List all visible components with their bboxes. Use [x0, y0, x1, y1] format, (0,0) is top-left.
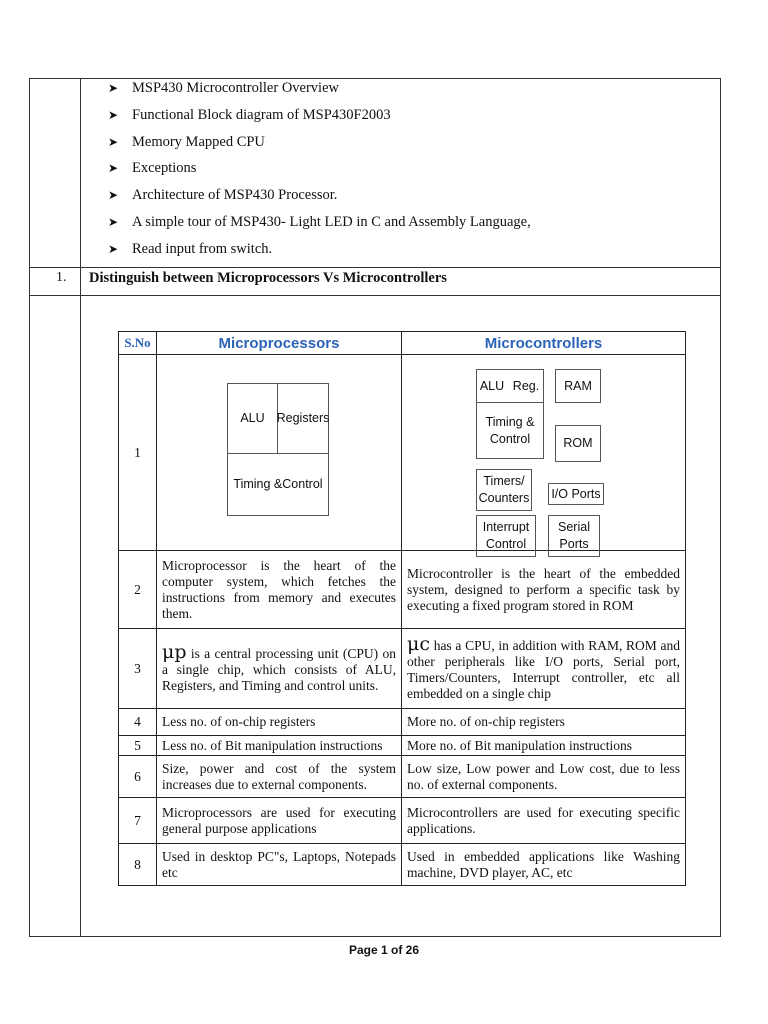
- mc-text: Microcontroller is the heart of the embedded system, designed to perform a specific task by executing a fixed program stored in ROM: [402, 551, 686, 629]
- mc-text: Low size, Low power and Low cost, due to less no. of external components.: [402, 756, 686, 798]
- table-row: [119, 736, 686, 756]
- header-microprocessors: Microprocessors: [157, 332, 402, 355]
- table-row: [119, 798, 686, 844]
- arrow-bullet-icon: ➤: [108, 241, 119, 256]
- mc-serial-ports-block: Serial Ports: [548, 515, 600, 557]
- table-row: [119, 355, 686, 551]
- mc-block-diagram-cell: [402, 355, 686, 551]
- page-footer: Page 1 of 26: [348, 943, 420, 957]
- mc-text: More no. of on-chip registers: [402, 709, 686, 736]
- table-row: [119, 709, 686, 736]
- mp-alu-block: ALU: [227, 383, 278, 454]
- mc-timers-counters-block: Timers/ Counters: [476, 469, 532, 511]
- topic-list: [108, 80, 531, 268]
- list-item: ➤ Exceptions: [108, 160, 531, 187]
- row-divider: [29, 295, 721, 296]
- row-number: 5: [119, 736, 157, 756]
- list-item: ➤ Architecture of MSP430 Processor.: [108, 187, 531, 214]
- mp-registers-block: Registers: [277, 383, 329, 454]
- table-row: [119, 756, 686, 798]
- row-number: 7: [119, 798, 157, 844]
- mc-reg-label: Reg.: [512, 378, 540, 393]
- row-number: 3: [119, 629, 157, 709]
- question-title: Distinguish between Microprocessors Vs Microcontrollers: [89, 270, 447, 286]
- mc-interrupt-control-block: Interrupt Control: [476, 515, 536, 557]
- table-row: [119, 629, 686, 709]
- row-number: 4: [119, 709, 157, 736]
- mp-text: Less no. of on-chip registers: [157, 709, 402, 736]
- mu-p-symbol: μp: [162, 640, 187, 663]
- arrow-bullet-icon: ➤: [108, 161, 119, 176]
- mc-rom-block: ROM: [555, 425, 601, 462]
- table-row: [119, 844, 686, 886]
- mc-alu-label: ALU: [479, 378, 505, 393]
- row-number: 8: [119, 844, 157, 886]
- row-number: 2: [119, 551, 157, 629]
- mc-text: Used in embedded applications like Washing machine, DVD player, AC, etc: [402, 844, 686, 886]
- mp-block-diagram: [157, 355, 401, 550]
- header-microcontrollers: Microcontrollers: [402, 332, 686, 355]
- header-sno: S.No: [119, 332, 157, 355]
- list-item: ➤ Read input from switch.: [108, 241, 531, 268]
- arrow-bullet-icon: ➤: [108, 107, 119, 122]
- arrow-bullet-icon: ➤: [108, 188, 119, 203]
- mp-timing-control-block: Timing &Control: [227, 453, 329, 516]
- table-row: [119, 551, 686, 629]
- table-header-row: [119, 332, 686, 355]
- list-item: ➤ Memory Mapped CPU: [108, 134, 531, 161]
- mp-text: Used in desktop PC"s, Laptops, Notepads etc: [157, 844, 402, 886]
- mc-ram-block: RAM: [555, 369, 601, 403]
- list-item: ➤ Functional Block diagram of MSP430F2003: [108, 107, 531, 134]
- mp-text: Size, power and cost of the system increases due to external components.: [157, 756, 402, 798]
- comparison-table: [118, 331, 686, 886]
- mp-text: μp is a central processing unit (CPU) on a single chip, which consists of ALU, Registers, and Timing and control units.: [157, 629, 402, 709]
- mc-text: More no. of Bit manipulation instructions: [402, 736, 686, 756]
- mc-block-diagram: [402, 355, 685, 550]
- question-number: 1.: [56, 270, 67, 285]
- mc-timing-control-block: Timing & Control: [476, 402, 544, 459]
- mp-block-diagram-cell: [157, 355, 402, 551]
- column-divider: [80, 78, 81, 937]
- mu-c-symbol: μc: [407, 632, 430, 655]
- list-item: ➤ MSP430 Microcontroller Overview: [108, 80, 531, 107]
- list-item: ➤ A simple tour of MSP430- Light LED in C and Assembly Language,: [108, 214, 531, 241]
- mp-text: Microprocessors are used for executing general purpose applications: [157, 798, 402, 844]
- mc-text: μc has a CPU, in addition with RAM, ROM and other peripherals like I/O ports, Serial port, Timers/Counters, Interrupt controller, etc all embedded on a single chip: [402, 629, 686, 709]
- arrow-bullet-icon: ➤: [108, 134, 119, 149]
- mc-io-ports-block: I/O Ports: [548, 483, 604, 505]
- row-number: 6: [119, 756, 157, 798]
- row-number: 1: [119, 355, 157, 551]
- mp-text: Microprocessor is the heart of the computer system, which fetches the instructions from memory and executes them.: [157, 551, 402, 629]
- mp-text: Less no. of Bit manipulation instructions: [157, 736, 402, 756]
- mc-text: Microcontrollers are used for executing specific applications.: [402, 798, 686, 844]
- arrow-bullet-icon: ➤: [108, 81, 119, 95]
- arrow-bullet-icon: ➤: [108, 214, 119, 229]
